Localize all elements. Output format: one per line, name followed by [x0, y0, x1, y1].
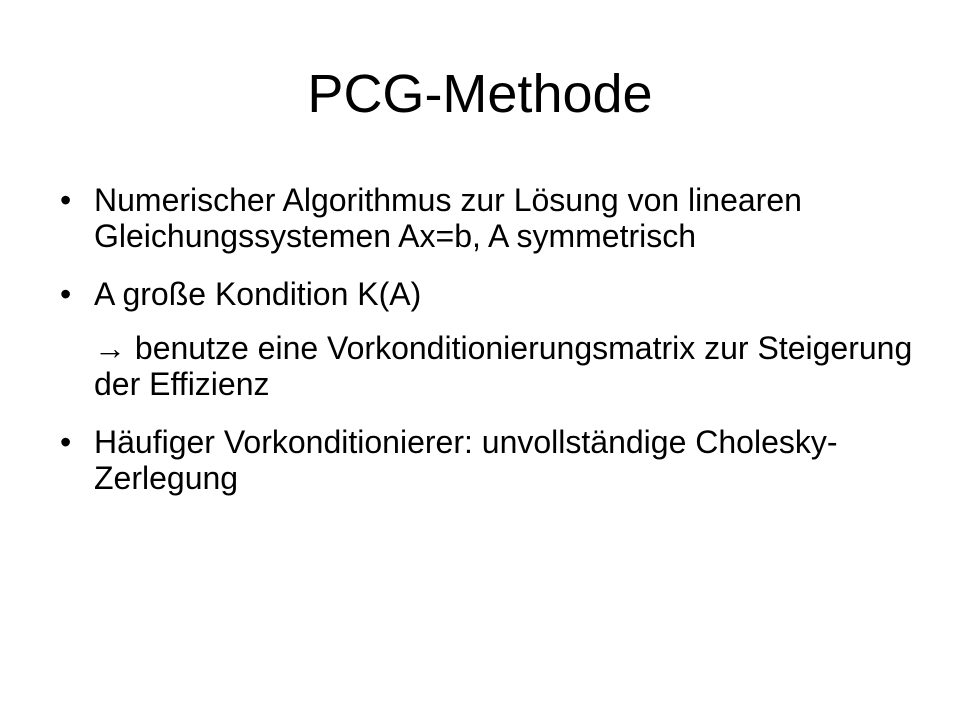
- bullet-marker: •: [60, 276, 72, 312]
- bullet-marker: •: [60, 182, 72, 218]
- bullet-text: Numerischer Algorithmus zur Lösung von linearen Gleichungssystemen Ax=b, A symmetrisch: [94, 182, 802, 254]
- bullet-text: A große Kondition K(A): [94, 276, 422, 312]
- bullet-marker: •: [60, 424, 72, 460]
- bullet-text: Häufiger Vorkonditionierer: unvollständige Cholesky-Zerlegung: [94, 424, 838, 496]
- slide-title: PCG-Methode: [307, 64, 653, 124]
- bullet-item: [60, 182, 920, 254]
- bullet-item: [60, 424, 920, 496]
- continuation-text: → benutze eine Vorkonditionierungsmatrix zur Steigerung der Effizienz: [94, 330, 913, 402]
- slide-body: [60, 182, 920, 518]
- continuation-item: [60, 330, 920, 402]
- bullet-item: [60, 276, 920, 312]
